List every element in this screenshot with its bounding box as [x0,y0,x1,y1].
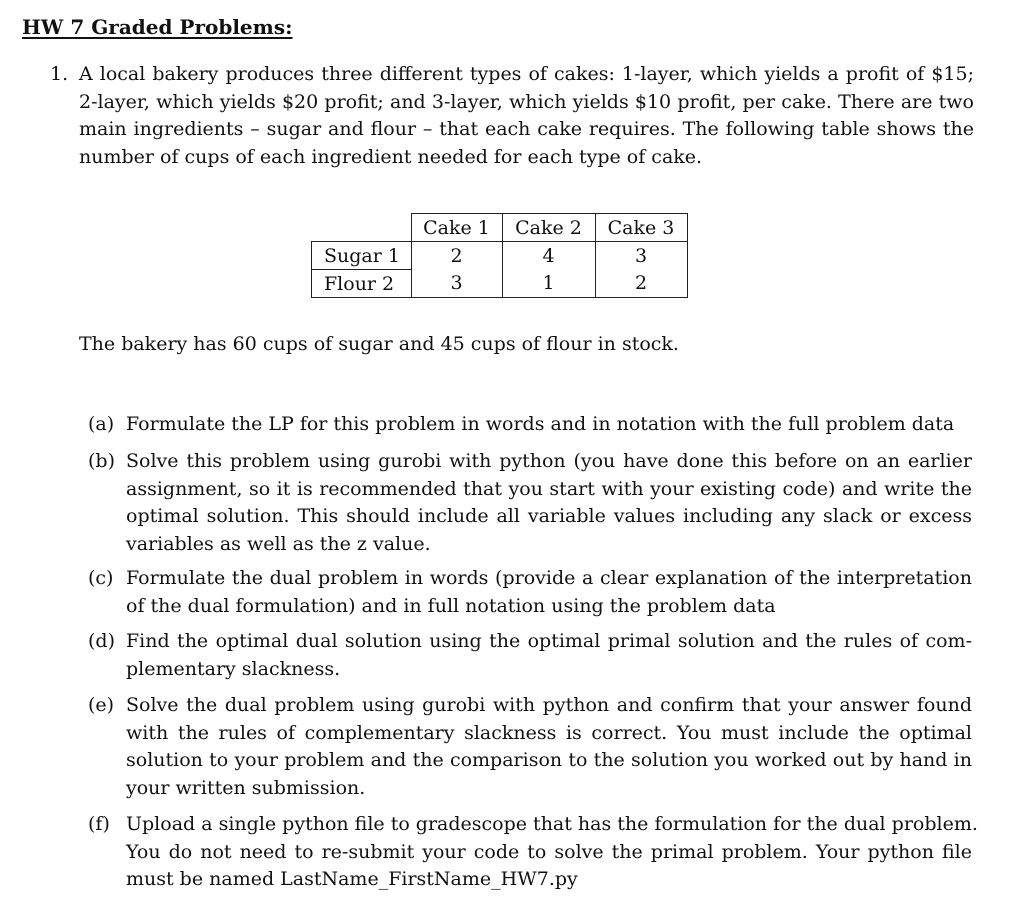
stock-statement: The bakery has 60 cups of sugar and 45 cups of flour in stock. [79,333,679,355]
part-line: Formulate the dual problem in words (provide a clear explanation of the interpretation [126,567,972,589]
part-label: (a) [88,413,115,435]
table-header-row [312,214,688,242]
table-column-header: Cake 2 [502,214,595,242]
part-line: Solve this problem using gurobi with python (you have done this before on an earlier [126,450,972,472]
part-line: with the rules of complementary slackness is correct. You must include the optimal [126,721,972,744]
table-corner [312,214,412,242]
table-cell: 3 [595,242,687,270]
part-body [126,811,978,894]
table-row [312,242,688,270]
part-line: Solve the dual problem using gurobi with python and confirm that your answer found [126,694,972,716]
table-column-header: Cake 3 [595,214,687,242]
part-line: of the dual formulation) and in full notation using the problem data [126,594,776,617]
table-column-header: Cake 1 [411,214,502,242]
page-title: HW 7 Graded Problems: [22,15,293,39]
table-cell: 2 [411,242,502,270]
part-line: Formulate the LP for this problem in words and in notation with the full problem data [126,413,955,435]
intro-line: 2-layer, which yields $20 profit; and 3-layer, which yields $10 profit, per cake. There are two [79,90,974,113]
part-body [126,628,972,683]
part-line: plementary slackness. [126,657,341,680]
part-label: (c) [88,567,114,589]
problem-number: 1. [50,63,69,85]
part-line: assignment, so it is recommended that you start with your existing code) and write the [126,477,972,500]
table-row-header: Flour 2 [312,270,412,298]
ingredient-table [311,213,688,298]
part-line: Upload a single python file to gradescope that has the formulation for the dual problem. [126,813,978,835]
table-row [312,270,688,298]
part-label: (d) [88,630,115,652]
intro-line: main ingredients – sugar and flour – that each cake requires. The following table shows the [79,118,974,140]
table-cell: 3 [411,270,502,298]
table-cell: 4 [502,242,595,270]
intro-line: A local bakery produces three different types of cakes: 1-layer, which yields a profit of $15; [79,63,974,85]
table-cell: 2 [595,270,687,298]
part-body [126,692,972,802]
part-line: your written submission. [126,776,366,799]
part-line: You do not need to re-submit your code to solve the primal problem. Your python file [126,840,972,863]
part-label: (e) [88,694,115,716]
table-row-header: Sugar 1 [312,242,412,270]
part-body [126,411,972,439]
problem-intro [79,61,974,171]
part-line: must be named LastName_FirstName_HW7.py [126,868,578,890]
part-line: Find the optimal dual solution using the optimal primal solution and the rules of com- [126,630,972,652]
part-label: (b) [88,450,115,472]
part-line: optimal solution. This should include all variable values including any slack or excess [126,505,972,527]
part-body [126,448,972,558]
part-label: (f) [88,813,110,835]
part-line: variables as well as the z value. [126,532,431,555]
table-cell: 1 [502,270,595,298]
part-body [126,565,972,620]
part-line: solution to your problem and the comparison to the solution you worked out by hand in [126,749,972,771]
intro-line: number of cups of each ingredient needed for each type of cake. [79,145,703,168]
